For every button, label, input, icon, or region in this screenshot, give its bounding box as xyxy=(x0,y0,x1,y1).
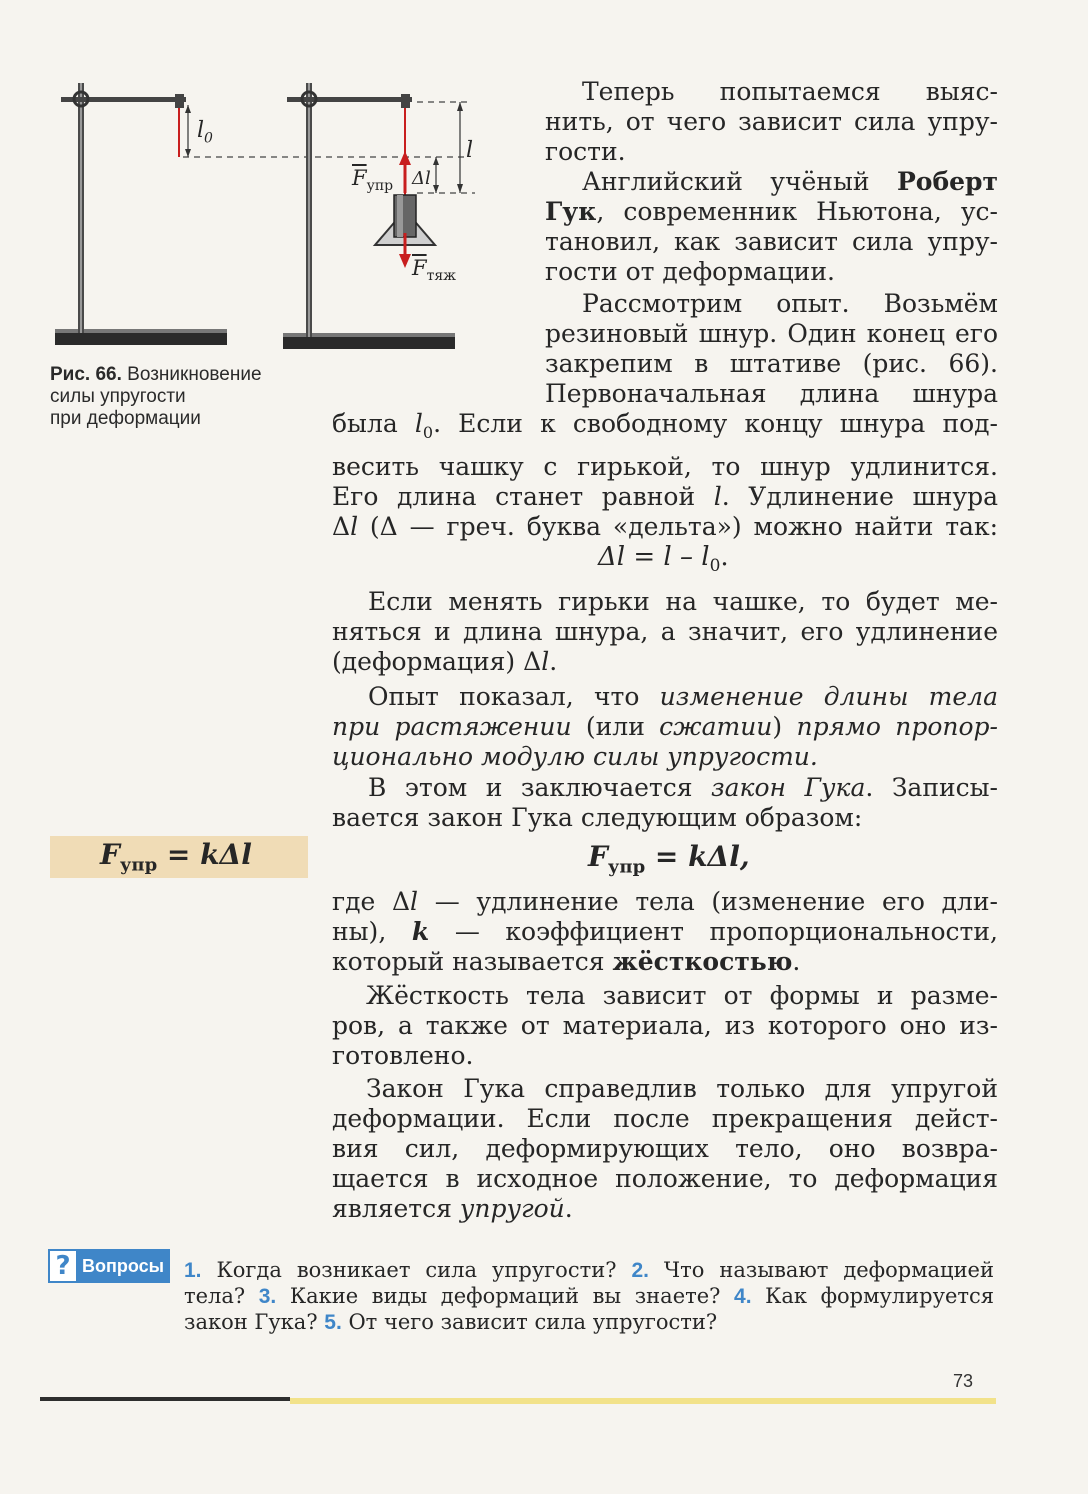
text-line: гости от деформации. xyxy=(545,257,835,286)
text-span: (или xyxy=(571,712,660,741)
text-span: В этом и заключается xyxy=(368,773,712,802)
var-k: k xyxy=(411,917,430,946)
name-hooke: Гук xyxy=(545,197,597,226)
text-line: гости. xyxy=(545,137,626,166)
question-number: 4. xyxy=(734,1285,752,1308)
text-span: — коэффициент пропорциональности, xyxy=(429,917,998,946)
text-span: является xyxy=(332,1194,460,1223)
formula-f: F xyxy=(588,840,608,873)
figure-66-diagram xyxy=(45,75,525,360)
text-italic: прямо пропор- xyxy=(796,712,998,741)
arrow-f-elastic xyxy=(399,151,411,165)
sub-0: 0 xyxy=(422,423,434,442)
questions-badge xyxy=(48,1249,170,1283)
question-text: От чего зависит сила упругости? xyxy=(341,1310,718,1334)
text-span: где Δ xyxy=(332,887,411,916)
var-l: l xyxy=(713,482,722,511)
label-l0-main: l xyxy=(197,118,205,143)
label-f-gravity-sub: тяж xyxy=(426,268,457,285)
text-span: , современник Ньютона, ус- xyxy=(596,197,998,226)
text-italic: при растяжении xyxy=(332,712,572,741)
caption-label: Рис. 66. xyxy=(50,364,122,385)
text-line: щается в исходное положение, то деформация xyxy=(332,1164,998,1193)
stand-right xyxy=(283,83,463,349)
questions-line-2 xyxy=(184,1283,994,1310)
text-line xyxy=(332,482,998,512)
question-number: 5. xyxy=(324,1311,342,1334)
label-l: l xyxy=(466,138,474,163)
figure-caption xyxy=(50,364,315,430)
text-line: вия сил, деформирующих тело, оно возвра- xyxy=(332,1134,998,1163)
formula-rhs: = kΔl, xyxy=(645,840,750,873)
text-line xyxy=(332,712,998,742)
text-line xyxy=(545,167,998,197)
text-span: ) xyxy=(772,712,797,741)
stand-right-arm xyxy=(287,97,412,102)
question-number: 1. xyxy=(184,1259,202,1282)
text-line xyxy=(332,742,998,772)
question-text: закон Гука? xyxy=(184,1310,325,1334)
text-line xyxy=(332,682,998,712)
question-icon: ? xyxy=(50,1251,76,1281)
var-l: l xyxy=(414,409,423,438)
text-italic: сжатии xyxy=(659,712,773,741)
text-span: Опыт показал, что xyxy=(368,682,660,711)
formula-sidebar xyxy=(100,838,252,876)
paragraph-intro xyxy=(545,77,998,167)
paragraph-validity xyxy=(332,1074,998,1224)
question-number: 3. xyxy=(258,1285,277,1308)
label-f-elastic-sub: упр xyxy=(366,178,394,195)
questions-label: Вопросы xyxy=(82,1255,165,1276)
text-line: резиновый шнур. Один конец его xyxy=(545,319,998,348)
equation-body: Δl = l – l xyxy=(598,542,710,572)
text-line xyxy=(332,409,998,448)
text-line: ров, а также от материала, из которого оно из- xyxy=(332,1011,998,1040)
text-line: няться и длина шнура, а значит, его удлинение xyxy=(332,617,998,646)
question-number: 2. xyxy=(631,1259,649,1282)
text-line xyxy=(332,647,998,677)
caption-text-1: Возникновение xyxy=(127,364,262,385)
text-line: Если менять гирьки на чашке, то будет ме- xyxy=(368,587,998,616)
formula-main xyxy=(588,840,750,878)
text-line: вается закон Гука следующим образом: xyxy=(332,803,863,832)
text-span: . xyxy=(549,647,558,676)
paragraph-experiment xyxy=(545,289,998,409)
page-number: 73 xyxy=(953,1371,974,1391)
text-span: . xyxy=(792,947,801,976)
paragraph-definitions xyxy=(332,887,998,977)
text-span: который называется xyxy=(332,947,613,976)
text-line: Первоначальная длина шнура xyxy=(545,379,998,408)
text-italic: изменение длины тела xyxy=(659,682,999,711)
arrow-f-gravity xyxy=(399,254,411,268)
text-line xyxy=(545,197,998,227)
text-italic: ционально модулю силы упругости. xyxy=(332,742,818,771)
text-span: (деформация) Δ xyxy=(332,647,542,676)
text-span: Английский учёный xyxy=(582,167,897,196)
caption-text-2: силы упругости xyxy=(50,386,186,407)
formula-sub: упр xyxy=(607,856,646,878)
questions-line-3 xyxy=(184,1309,994,1336)
term-elastic: упругой xyxy=(459,1194,565,1223)
text-line: весить чашку с гирькой, то шнур удлинится. xyxy=(332,452,998,481)
question-text: Какие виды деформаций вы знаете? xyxy=(276,1284,735,1308)
text-span: (Δ — греч. буква «дельта») можно найти так: xyxy=(358,512,998,541)
text-span: . Если к свободному концу шнура под- xyxy=(433,409,998,438)
stand-left-arm xyxy=(61,97,186,102)
text-span: . xyxy=(564,1194,573,1223)
text-line: Закон Гука справедлив только для упругой xyxy=(366,1074,998,1103)
paragraph-experiment-cont xyxy=(332,409,998,542)
text-span: . Записы- xyxy=(865,773,999,802)
label-f-elastic xyxy=(352,166,393,194)
text-line xyxy=(332,512,998,542)
text-span: — удлинение тела (изменение его дли- xyxy=(418,887,998,916)
paragraph-hooke-law xyxy=(332,773,998,833)
text-line xyxy=(332,887,998,917)
question-text: Когда возникает сила упругости? xyxy=(201,1258,632,1282)
text-line xyxy=(332,1194,998,1224)
label-l0-sub: 0 xyxy=(204,130,213,147)
formula-f: F xyxy=(100,838,120,871)
text-span: ны), xyxy=(332,917,412,946)
formula-sub: упр xyxy=(119,854,158,876)
label-f-elastic-main: $\overline{F}$ xyxy=(352,166,367,190)
question-text: тела? xyxy=(184,1284,259,1308)
text-line: Теперь попытаемся выяс- xyxy=(582,77,998,106)
equation-delta-l xyxy=(598,542,729,576)
text-span: была xyxy=(332,409,415,438)
var-l: l xyxy=(541,647,550,676)
paragraph-stiffness xyxy=(332,981,998,1071)
label-f-gravity-main: $\overline{F}$ xyxy=(412,256,427,280)
text-span: Его длина станет равной xyxy=(332,482,714,511)
var-l: l xyxy=(350,512,359,541)
question-text: Как формулируется xyxy=(751,1284,994,1308)
footer-rule-yellow xyxy=(290,1398,996,1404)
label-f-gravity xyxy=(412,256,456,284)
text-line: закрепим в штативе (рис. 66). xyxy=(545,349,998,378)
var-l: l xyxy=(410,887,419,916)
equation-sub: 0 xyxy=(709,556,721,577)
term-stiffness: жёсткостью xyxy=(612,947,793,976)
text-span: Δ xyxy=(332,512,351,541)
text-line: Жёсткость тела зависит от формы и разме- xyxy=(366,981,998,1010)
equation-end: . xyxy=(720,542,729,572)
formula-rhs: = kΔl xyxy=(157,838,252,871)
term-hooke-law: закон Гука xyxy=(711,773,866,802)
paragraph-weights xyxy=(332,587,998,677)
label-l0 xyxy=(197,118,213,146)
text-line xyxy=(332,917,998,947)
caption-text-3: при деформации xyxy=(50,408,201,429)
text-line: тановил, как зависит сила упру- xyxy=(545,227,998,256)
name-robert: Роберт xyxy=(896,167,998,196)
text-line: Рассмотрим опыт. Возьмём xyxy=(582,289,998,318)
question-text: Что называют деформацией xyxy=(648,1258,994,1282)
text-line: готовлено. xyxy=(332,1041,474,1070)
questions-line-1 xyxy=(184,1257,994,1284)
text-line xyxy=(332,947,998,977)
paragraph-experiment-result xyxy=(332,682,998,772)
text-line: нить, от чего зависит сила упру- xyxy=(545,107,998,136)
text-line xyxy=(332,773,998,803)
label-delta-l: Δl xyxy=(412,168,431,189)
paragraph-hooke-intro xyxy=(545,167,998,287)
text-line: деформации. Если после прекращения дейст- xyxy=(332,1104,998,1133)
footer-rule-dark xyxy=(40,1397,290,1401)
text-span: . Удлинение шнура xyxy=(721,482,999,511)
